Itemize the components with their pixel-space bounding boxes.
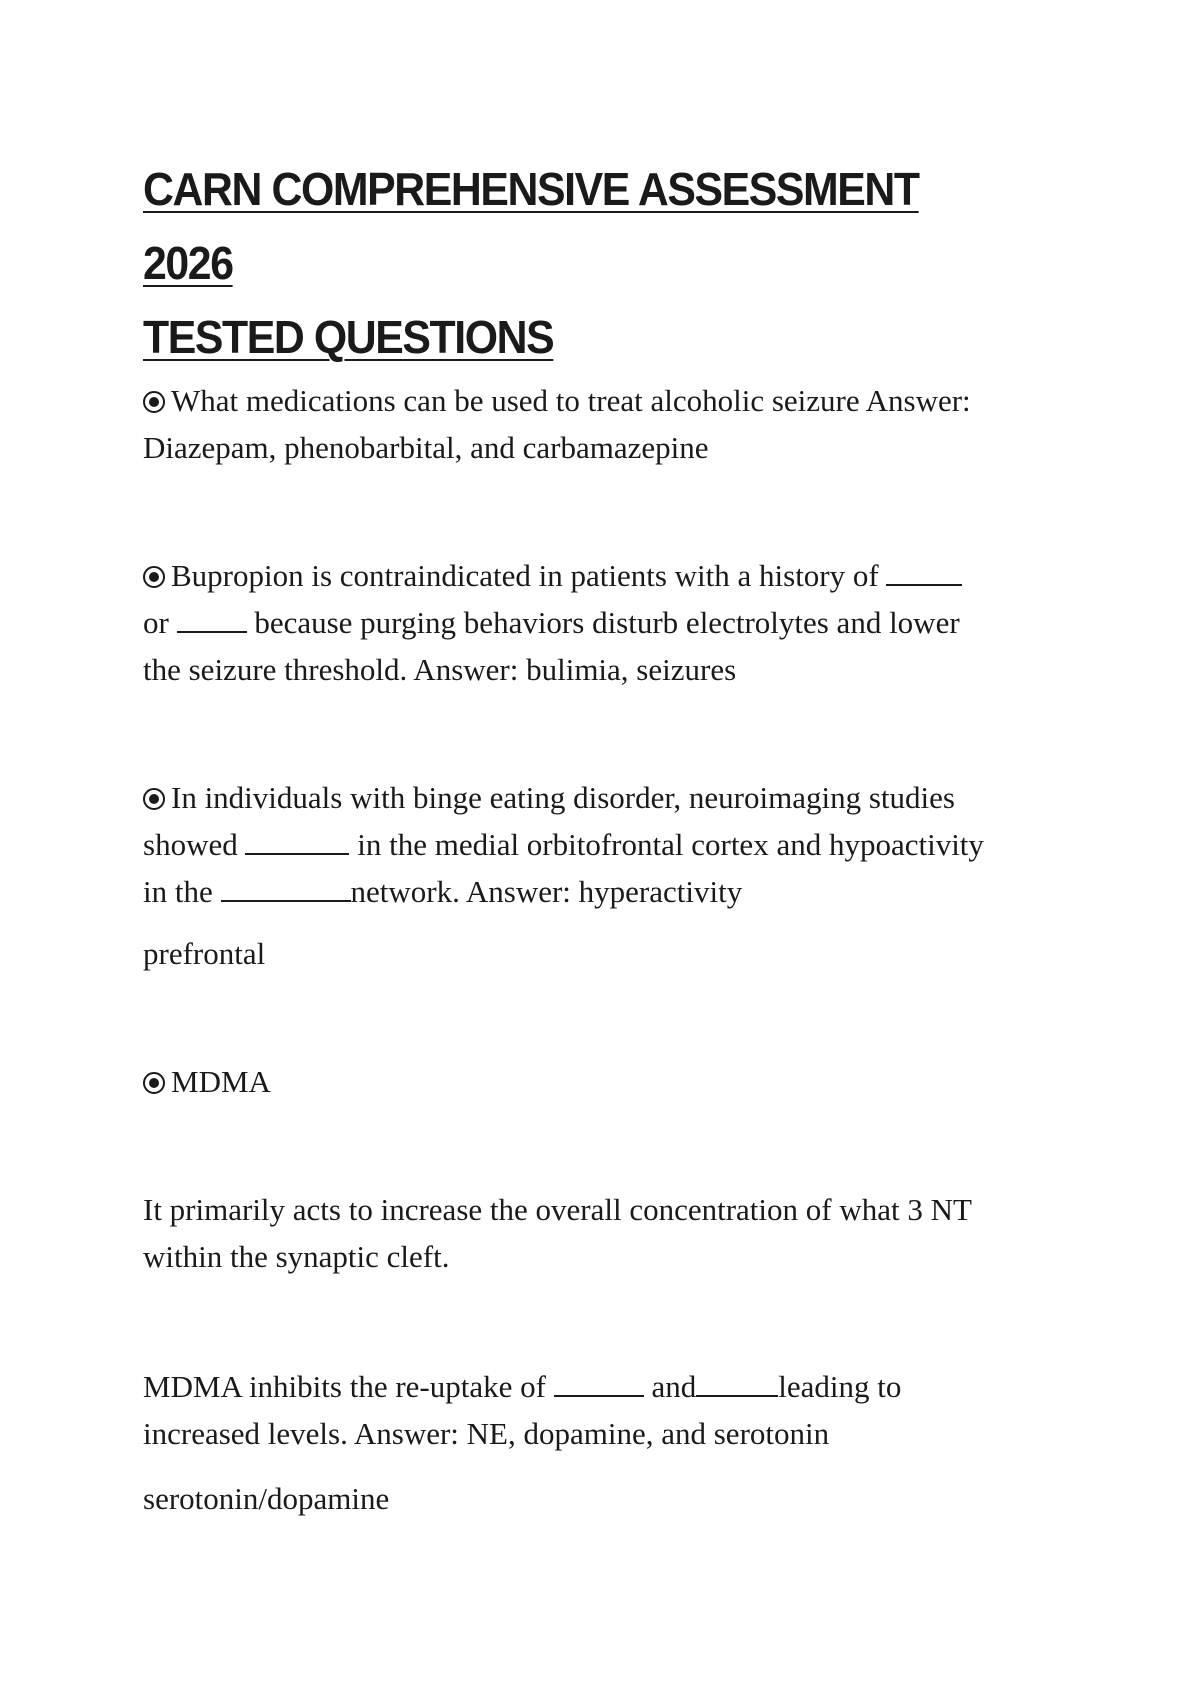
answer-blank bbox=[554, 1369, 644, 1397]
question-4-text-f: serotonin/dopamine bbox=[143, 1481, 390, 1516]
question-3-text-d: in the bbox=[143, 874, 213, 909]
answer-blank bbox=[245, 827, 349, 855]
question-4-text-e: increased levels. Answer: NE, dopamine, and serotonin bbox=[143, 1416, 830, 1451]
question-3-text-a: In individuals with binge eating disorder, neuroimaging studies bbox=[171, 780, 955, 815]
question-3-answer-extra bbox=[143, 930, 1063, 977]
answer-blank bbox=[696, 1369, 778, 1397]
title-line-2: TESTED QUESTIONS bbox=[143, 311, 554, 363]
question-2-text-c: because purging behaviors disturb electrolytes and lower bbox=[254, 605, 960, 640]
title-line-1: CARN COMPREHENSIVE ASSESSMENT 2026 bbox=[143, 163, 919, 289]
question-1 bbox=[143, 377, 1063, 471]
question-3-text-c: in the medial orbitofrontal cortex and hypoactivity bbox=[357, 827, 984, 862]
question-4-desc-line-1: It primarily acts to increase the overall concentration of what 3 NT bbox=[143, 1192, 972, 1227]
question-1-line-2: Diazepam, phenobarbital, and carbamazepine bbox=[143, 430, 709, 465]
question-4-answer-extra bbox=[143, 1475, 1063, 1522]
answer-blank bbox=[177, 605, 247, 633]
radio-bullet-icon bbox=[143, 788, 165, 810]
question-4-text-c: and bbox=[651, 1369, 697, 1404]
question-4-text-b: MDMA inhibits the re-uptake of bbox=[143, 1369, 546, 1404]
question-1-line-1: What medications can be used to treat alcoholic seizure Answer: bbox=[171, 383, 971, 418]
question-2-text-b: or bbox=[143, 605, 169, 640]
question-3-text-e: network. Answer: hyperactivity bbox=[350, 874, 743, 909]
document-title bbox=[143, 152, 980, 374]
answer-blank bbox=[886, 558, 962, 586]
question-3-text-f: prefrontal bbox=[143, 936, 266, 971]
question-3-text-b: showed bbox=[143, 827, 238, 862]
question-4-desc-line-2: within the synaptic cleft. bbox=[143, 1239, 450, 1274]
radio-bullet-icon bbox=[143, 566, 165, 588]
question-2-text-d: the seizure threshold. Answer: bulimia, seizures bbox=[143, 652, 737, 687]
question-4-description bbox=[143, 1186, 1063, 1280]
question-4-fill-in bbox=[143, 1363, 1063, 1457]
question-3 bbox=[143, 774, 1063, 915]
question-4-text-d: leading to bbox=[778, 1369, 902, 1404]
question-4-heading bbox=[143, 1058, 1063, 1105]
answer-blank bbox=[221, 874, 351, 902]
question-4-heading-text: MDMA bbox=[171, 1064, 271, 1099]
radio-bullet-icon bbox=[143, 391, 165, 413]
question-2-text-a: Bupropion is contraindicated in patients with a history of bbox=[171, 558, 879, 593]
radio-bullet-icon bbox=[143, 1072, 165, 1094]
question-2 bbox=[143, 552, 1063, 693]
